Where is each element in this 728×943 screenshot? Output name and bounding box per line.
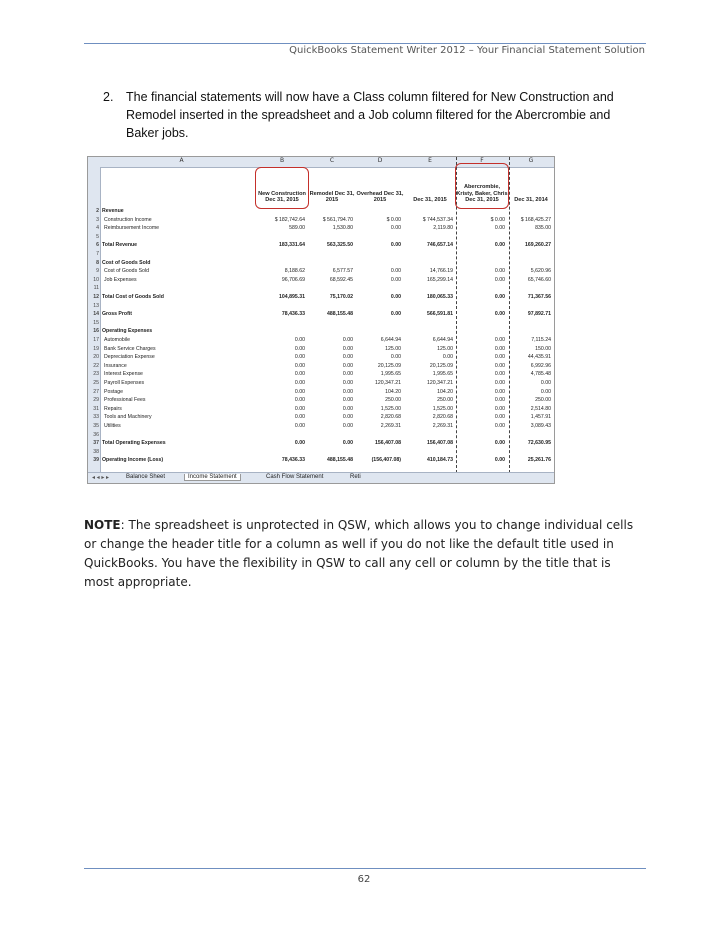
row-label: Construction Income: [104, 216, 152, 223]
step-paragraph: [103, 88, 623, 142]
table-cell[interactable]: 0.00: [494, 225, 505, 232]
column-letter: D: [377, 157, 383, 164]
table-row: [88, 354, 554, 360]
row-number: 14: [93, 311, 99, 318]
table-cell[interactable]: 410,184.73: [427, 457, 453, 464]
table-cell[interactable]: 0.00: [294, 371, 305, 378]
row-number: 35: [93, 423, 99, 429]
table-cell[interactable]: 0.00: [494, 405, 505, 412]
sheet-tab-bar: [88, 472, 554, 483]
header-total-2015: Dec 31, 2015: [413, 197, 447, 204]
row-number: 3: [96, 216, 99, 223]
row-number: 6: [96, 242, 99, 249]
table-cell[interactable]: 2,269.31: [432, 423, 453, 429]
table-cell[interactable]: 1,457.91: [530, 414, 551, 421]
row-label: Tools and Machinery: [104, 414, 152, 421]
table-cell[interactable]: 0.00: [494, 423, 505, 429]
table-cell[interactable]: 78,436.33: [281, 457, 305, 464]
column-letter: B: [279, 157, 285, 164]
table-cell[interactable]: 71,367.56: [527, 294, 551, 300]
table-cell[interactable]: 566,591.81: [427, 311, 453, 318]
table-row: [88, 406, 554, 412]
table-row: [88, 277, 554, 283]
table-cell[interactable]: 0.00: [342, 414, 353, 421]
table-cell[interactable]: 250.00: [385, 397, 401, 404]
table-cell[interactable]: 6,577.57: [332, 268, 353, 275]
table-cell[interactable]: 25,261.76: [527, 457, 551, 464]
row-number: 31: [93, 405, 99, 412]
table-cell[interactable]: 165,299.14: [427, 276, 453, 283]
row-number: 13: [93, 302, 99, 309]
row-number: 25: [93, 380, 99, 386]
table-cell[interactable]: 0.00: [342, 388, 353, 395]
table-cell[interactable]: 0.00: [390, 268, 401, 275]
table-cell[interactable]: 0.00: [294, 362, 305, 369]
row-number: 7: [96, 251, 99, 257]
tab-nav-arrows[interactable]: ◂ ◂ ▸ ▸: [92, 475, 110, 481]
table-cell[interactable]: $ 0.00: [490, 216, 505, 223]
table-cell[interactable]: 0.00: [342, 362, 353, 369]
table-cell[interactable]: 104.20: [385, 388, 401, 395]
table-row: [88, 371, 554, 377]
table-cell[interactable]: 104,895.31: [279, 294, 305, 300]
step-text: The financial statements will now have a Class column filtered for New Construction and Remodel inserted in the spreadsheet and a Job column filtered for the Abercrombie and Baker jobs.: [126, 90, 614, 140]
table-cell[interactable]: 0.00: [342, 440, 353, 447]
table-cell[interactable]: 20,125.09: [377, 362, 401, 369]
table-cell[interactable]: 0.00: [494, 457, 505, 464]
row-number: 29: [93, 397, 99, 404]
table-cell[interactable]: 563,325.50: [327, 242, 353, 249]
table-cell[interactable]: 0.00: [494, 311, 505, 318]
table-cell[interactable]: 0.00: [494, 276, 505, 283]
row-label: Revenue: [102, 208, 124, 214]
table-cell[interactable]: 0.00: [294, 397, 305, 404]
table-row: [88, 285, 554, 291]
row-label: Job Expenses: [104, 276, 137, 283]
table-cell[interactable]: 0.00: [342, 354, 353, 361]
table-cell[interactable]: 183,331.64: [279, 242, 305, 249]
row-number: 17: [93, 337, 99, 343]
table-row: [88, 294, 554, 300]
table-cell[interactable]: 0.00: [494, 414, 505, 421]
row-label: Bank Service Charges: [104, 345, 156, 352]
red-highlight-class: [255, 167, 309, 209]
table-cell[interactable]: 72,630.95: [527, 440, 551, 447]
table-row: [88, 440, 554, 446]
row-label: Insurance: [104, 362, 127, 369]
page-number: 62: [357, 874, 371, 885]
column-letter: E: [428, 157, 432, 164]
table-cell[interactable]: 0.00: [294, 405, 305, 412]
table-row: [88, 397, 554, 403]
table-row: [88, 346, 554, 352]
table-row: [88, 337, 554, 343]
table-cell[interactable]: 0.00: [294, 337, 305, 343]
tab-retained[interactable]: Reti: [350, 474, 361, 480]
row-label: Professional Fees: [104, 397, 146, 404]
table-cell[interactable]: 1,525.00: [380, 405, 401, 412]
table-cell[interactable]: 150.00: [535, 345, 551, 352]
table-cell[interactable]: $ 744,537.34: [422, 216, 453, 223]
row-number: 20: [93, 354, 99, 361]
table-row: [88, 449, 554, 455]
header-rule: [84, 43, 646, 44]
table-cell[interactable]: 0.00: [342, 345, 353, 352]
table-cell[interactable]: 44,435.91: [527, 354, 551, 361]
row-label: Total Cost of Goods Sold: [102, 294, 164, 300]
table-row: [88, 320, 554, 326]
table-row: [88, 303, 554, 309]
table-cell[interactable]: 0.00: [294, 440, 305, 447]
row-label: Depreciation Expense: [104, 354, 155, 361]
table-row: [88, 225, 554, 231]
table-cell[interactable]: 746,657.14: [427, 242, 453, 249]
row-number: 4: [96, 225, 99, 232]
table-cell[interactable]: $ 182,742.64: [274, 216, 305, 223]
table-cell[interactable]: 0.00: [494, 268, 505, 275]
table-cell[interactable]: 6,644.94: [380, 337, 401, 343]
table-row: [88, 423, 554, 429]
table-cell[interactable]: 250.00: [535, 397, 551, 404]
note-text: : The spreadsheet is unprotected in QSW, which allows you to change individual cells or change the header title for a column as well if you do not like the default title used in QuickBooks. You have the flexibility in QSW to call any cell or column by the title that is most appropriate.: [84, 518, 634, 589]
table-cell[interactable]: $ 561,794.70: [322, 216, 353, 223]
row-number: 39: [93, 457, 99, 464]
table-cell[interactable]: 0.00: [494, 440, 505, 447]
table-cell[interactable]: 97,892.71: [527, 311, 551, 318]
row-label: Postage: [104, 388, 124, 395]
tab-balance-sheet[interactable]: Balance Sheet: [126, 474, 166, 480]
row-number: 9: [96, 268, 99, 275]
table-cell[interactable]: 0.00: [390, 311, 401, 318]
row-label: Cost of Goods Sold: [104, 268, 149, 275]
table-cell[interactable]: 0.00: [390, 294, 401, 300]
table-cell[interactable]: 20,125.09: [429, 362, 453, 369]
header-new-construction: New Construction Dec 31, 2015: [258, 190, 306, 204]
table-row: [88, 217, 554, 223]
table-cell[interactable]: 250.00: [437, 397, 453, 404]
running-header: QuickBooks Statement Writer 2012 – Your Financial Statement Solution: [289, 45, 645, 56]
table-cell[interactable]: 0.00: [494, 362, 505, 369]
note-label: NOTE: [84, 518, 121, 532]
table-cell[interactable]: 8,188.62: [284, 268, 305, 275]
row-label: Total Revenue: [102, 242, 138, 249]
table-cell[interactable]: 488,155.48: [327, 457, 353, 464]
row-number: 10: [93, 276, 99, 283]
row-number: 12: [93, 294, 99, 300]
table-cell[interactable]: 0.00: [294, 354, 305, 361]
row-label: Operating Income (Loss): [102, 457, 164, 464]
table-cell[interactable]: 0.00: [494, 294, 505, 300]
table-row: [88, 328, 554, 334]
row-label: Automobile: [104, 337, 130, 343]
table-cell[interactable]: 125.00: [437, 345, 453, 352]
table-cell[interactable]: 6,644.94: [432, 337, 453, 343]
table-cell[interactable]: 14,766.19: [429, 268, 453, 275]
table-row: [88, 457, 554, 463]
table-cell[interactable]: 156,407.08: [427, 440, 453, 447]
table-cell[interactable]: 0.00: [494, 397, 505, 404]
table-cell[interactable]: 0.00: [390, 225, 401, 232]
step-number: 2.: [103, 90, 114, 104]
table-cell[interactable]: 169,260.27: [525, 242, 551, 249]
header-remodel: Remodel Dec 31, 2015: [309, 190, 355, 204]
table-cell[interactable]: 78,436.33: [281, 311, 305, 318]
table-cell[interactable]: 75,170.02: [329, 294, 353, 300]
table-row: [88, 363, 554, 369]
table-cell[interactable]: 65,746.60: [527, 276, 551, 283]
table-row: [88, 389, 554, 395]
table-cell[interactable]: 1,530.80: [332, 225, 353, 232]
row-number: 37: [93, 440, 99, 447]
row-number: 11: [93, 285, 99, 292]
header-2014: Dec 31, 2014: [514, 197, 548, 204]
row-number: 27: [93, 388, 99, 395]
table-cell[interactable]: 3,089.43: [530, 423, 551, 429]
red-highlight-job: [455, 163, 509, 209]
table-cell[interactable]: 156,407.08: [375, 440, 401, 447]
table-cell[interactable]: 2,514.80: [530, 405, 551, 412]
row-label: Reimbursement Income: [104, 225, 160, 232]
table-cell[interactable]: 0.00: [494, 345, 505, 352]
table-cell[interactable]: 0.00: [342, 405, 353, 412]
table-cell[interactable]: 0.00: [494, 337, 505, 343]
table-cell[interactable]: 180,065.33: [427, 294, 453, 300]
table-cell[interactable]: 0.00: [494, 380, 505, 386]
table-cell[interactable]: 0.00: [390, 242, 401, 249]
table-cell[interactable]: 0.00: [294, 345, 305, 352]
table-row: [88, 311, 554, 317]
row-label: Cost of Goods Sold: [102, 259, 151, 266]
note-paragraph: [84, 516, 644, 592]
table-cell[interactable]: 835.00: [535, 225, 551, 232]
row-label: Operating Expenses: [102, 328, 153, 335]
header-abercrombie-baker: Abercrombie, Kristy, Baker, Chris Dec 31, 2015: [456, 184, 508, 204]
row-number: 8: [96, 259, 99, 266]
table-cell[interactable]: 0.00: [342, 371, 353, 378]
table-cell[interactable]: 1,995.65: [380, 371, 401, 378]
column-letter: A: [179, 157, 184, 164]
row-number: 5: [96, 233, 99, 240]
table-cell[interactable]: 120,347.21: [375, 380, 401, 386]
table-cell[interactable]: 120,347.21: [427, 380, 453, 386]
table-cell[interactable]: 0.00: [540, 388, 551, 395]
row-label: Utilities: [104, 423, 121, 429]
column-letter: C: [329, 157, 335, 164]
table-cell[interactable]: $ 0.00: [386, 216, 401, 223]
row-number: 2: [96, 208, 99, 214]
table-cell[interactable]: 0.00: [342, 397, 353, 404]
table-cell[interactable]: 0.00: [442, 354, 453, 361]
table-row: [88, 242, 554, 248]
table-cell[interactable]: 0.00: [390, 276, 401, 283]
table-cell[interactable]: 125.00: [385, 345, 401, 352]
table-cell[interactable]: 0.00: [494, 371, 505, 378]
row-number: 15: [93, 319, 99, 326]
column-letter: F: [480, 157, 484, 164]
tab-cash-flow-statement[interactable]: Cash Flow Statement: [266, 474, 324, 480]
table-row: [88, 260, 554, 266]
table-row: [88, 432, 554, 438]
row-number: 19: [93, 345, 99, 352]
column-letter: G: [528, 157, 534, 164]
table-cell[interactable]: 0.00: [294, 380, 305, 386]
table-cell[interactable]: 0.00: [342, 423, 353, 429]
footer-rule: [84, 868, 646, 869]
table-cell[interactable]: 5,620.96: [530, 268, 551, 275]
table-cell[interactable]: (156,407.08): [371, 457, 401, 464]
table-row: [88, 234, 554, 240]
table-cell[interactable]: 2,820.68: [380, 414, 401, 421]
table-cell[interactable]: 0.00: [494, 354, 505, 361]
table-cell[interactable]: 0.00: [294, 388, 305, 395]
row-label: Total Operating Expenses: [102, 440, 166, 447]
row-label: Repairs: [104, 405, 122, 412]
table-cell[interactable]: 0.00: [390, 354, 401, 361]
row-label: Interest Expense: [104, 371, 143, 378]
table-cell[interactable]: 0.00: [494, 242, 505, 249]
tab-income-statement[interactable]: Income Statement: [184, 474, 241, 481]
table-cell[interactable]: 1,995.65: [432, 371, 453, 378]
row-number: 38: [93, 448, 99, 455]
table-cell[interactable]: 2,119.80: [433, 225, 453, 232]
table-cell[interactable]: 0.00: [342, 337, 353, 343]
table-cell[interactable]: 0.00: [342, 380, 353, 386]
table-row: [88, 208, 554, 214]
table-cell[interactable]: 2,820.68: [432, 414, 453, 421]
table-cell[interactable]: 68,592.45: [329, 276, 353, 283]
header-overhead: Overhead Dec 31, 2015: [356, 190, 404, 204]
row-number: 33: [93, 414, 99, 421]
row-number: 22: [93, 362, 99, 369]
table-cell[interactable]: $ 168,425.27: [520, 216, 551, 223]
table-cell[interactable]: 96,706.69: [281, 276, 305, 283]
table-cell[interactable]: 488,155.48: [327, 311, 353, 318]
table-cell[interactable]: 0.00: [294, 414, 305, 421]
table-row: [88, 251, 554, 257]
table-row: [88, 380, 554, 386]
row-number: 23: [93, 371, 99, 378]
table-cell[interactable]: 0.00: [494, 388, 505, 395]
table-cell[interactable]: 104.20: [437, 388, 453, 395]
table-cell[interactable]: 1,525.00: [432, 405, 453, 412]
table-cell[interactable]: 4,785.48: [530, 371, 551, 378]
table-cell[interactable]: 7,115.24: [531, 337, 551, 343]
table-cell[interactable]: 2,269.31: [380, 423, 401, 429]
table-row: [88, 414, 554, 420]
table-cell[interactable]: 0.00: [294, 423, 305, 429]
table-row: [88, 268, 554, 274]
table-cell[interactable]: 6,992.96: [530, 362, 551, 369]
row-label: Gross Profit: [102, 311, 132, 318]
table-cell[interactable]: 589.00: [289, 225, 305, 232]
spreadsheet-screenshot: [87, 156, 555, 484]
row-label: Payroll Expenses: [104, 380, 145, 386]
row-number: 16: [93, 328, 99, 335]
row-number: 36: [93, 431, 99, 438]
table-cell[interactable]: 0.00: [540, 380, 551, 386]
